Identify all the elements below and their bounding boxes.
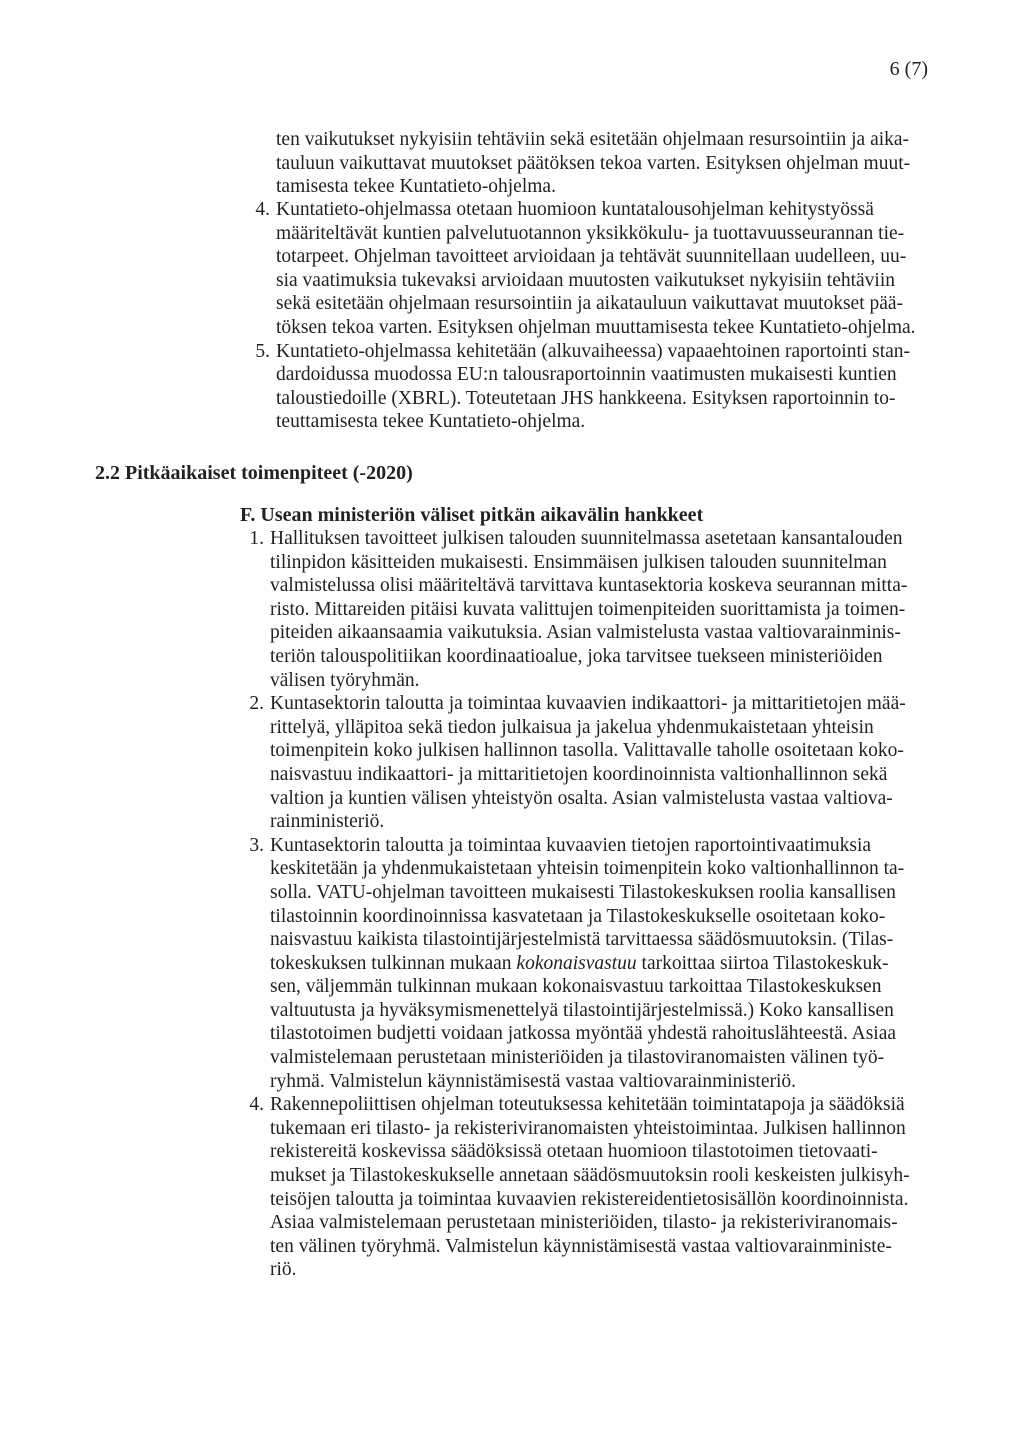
text-line: naisvastuu indikaattori- ja mittaritietojen koordinoinnista valtionhallinnon sekä (270, 763, 888, 785)
text-line: sia vaatimuksia tukevaksi arvioidaan muutosten vaikutukset nykyisiin tehtäviin (276, 269, 896, 291)
item-number: 3. (249, 834, 264, 856)
text-line: rainministeriö. (270, 811, 385, 833)
text-line: sen, väljemmän tulkinnan mukaan kokonaisvastuu tarkoittaa Tilastokeskuksen (270, 976, 882, 998)
text-line: teriön talouspolitiikan koordinaatioalue, joka tarvitsee tuekseen ministeriöiden (270, 645, 883, 667)
text-line: tilastoinnin koordinoinnissa kasvatetaan ja Tilastokeskukselle osoitetaan koko- (270, 905, 886, 927)
text-line: taloustiedoille (XBRL). Toteutetaan JHS hankkeena. Esityksen raportoinnin to- (276, 387, 896, 409)
text-line: Kuntasektorin taloutta ja toimintaa kuvaavien indikaattori- ja mittaritietojen mää- (270, 693, 906, 715)
text-line: välisen työryhmän. (270, 669, 420, 691)
text-line: tilinpidon käsitteiden mukaisesti. Ensimmäisen julkisen talouden suunnitelman (270, 551, 887, 573)
text-line: määriteltävät kuntien palvelutuotannon yksikkökulu- ja tuottavuusseurannan tie- (276, 222, 905, 244)
text-line: tukemaan eri tilasto- ja rekisteriviranomaisten yhteistoimintaa. Julkisen hallinnon (270, 1117, 906, 1139)
text-line: Kuntatieto-ohjelmassa otetaan huomioon kuntatalousohjelman kehitystyössä (276, 199, 874, 220)
text-line: teisöjen taloutta ja toimintaa kuvaavien rekistereidentietosisällön koordinoinnista. (270, 1188, 909, 1210)
text-line: valmistelussa olisi määriteltävä tarvittava kuntasektoria koskeva seurannan mitta- (270, 575, 908, 597)
subsection-heading: F. Usean ministeriön väliset pitkän aikavälin hankkeet (240, 504, 704, 526)
list-item (255, 340, 956, 434)
page-number: 6 (7) (889, 58, 928, 80)
text-line: dardoidussa muodossa EU:n talousraportoinnin vaatimusten mukaisesti kuntien (276, 364, 897, 386)
list-item (249, 834, 956, 1094)
text-line: ten vaikutukset nykyisiin tehtäviin sekä esitetään ohjelmaan resursointiin ja aika- (276, 129, 910, 150)
text-line: tauluun vaikuttavat muutokset päätöksen tekoa varten. Esityksen ohjelman muut- (276, 152, 911, 174)
text-fragment: tokeskuksen tulkinnan mukaan (270, 952, 517, 974)
section1-list (255, 198, 956, 434)
item-number: 2. (249, 693, 264, 715)
text-line: töksen tekoa varten. Esityksen ohjelman muuttamisesta tekee Kuntatieto-ohjelma. (276, 316, 916, 338)
text-line: ryhmä. Valmistelun käynnistämisestä vastaa valtiovarainministeriö. (270, 1070, 797, 1092)
text-line: piteiden aikaansaamia vaikutuksia. Asian valmistelusta vastaa valtiovarainminis- (270, 622, 901, 644)
text-line: risto. Mittareiden pitäisi kuvata valittujen toimenpiteiden suorittamista ja toimen- (270, 598, 906, 620)
list-item (249, 1093, 956, 1282)
text-line: Kuntatieto-ohjelmassa kehitetään (alkuvaiheessa) vapaaehtoinen raportointi stan- (276, 340, 911, 362)
text-line: toimenpitein koko julkisen hallinnon tasolla. Valittavalle taholle osoitetaan koko- (270, 740, 904, 762)
list-item (249, 692, 956, 834)
item-number: 1. (249, 528, 264, 549)
list-item (255, 198, 956, 340)
intro-paragraph (276, 128, 956, 199)
text-line: rittelyä, ylläpitoa sekä tiedon julkaisua ja jakelua yhdenmukaistetaan yhteisin (270, 716, 874, 738)
text-line: valtuutusta ja hyväksymismenettelyä tilastointijärjestelmissä.) Koko kansallisen (270, 999, 894, 1021)
text-line: totarpeet. Ohjelman tavoitteet arvioidaan ja tehtävät suunnitellaan uudelleen, uu- (276, 246, 907, 268)
item-number: 5. (255, 340, 270, 362)
text-line: Rakennepoliittisen ohjelman toteutuksessa kehitetään toimintatapoja ja säädöksiä (270, 1094, 905, 1116)
section2-list (249, 527, 956, 1282)
text-line: tamisesta tekee Kuntatieto-ohjelma. (276, 176, 556, 198)
text-line: solla. VATU-ohjelman tavoitteen mukaisesti Tilastokeskuksen roolia kansallisen (270, 881, 896, 903)
text-line: tilastotoimen budjetti voidaan jatkossa myöntää yhdestä rahoituslähteestä. Asiaa (270, 1023, 897, 1045)
text-line-with-emphasis (270, 952, 956, 976)
text-line: riö. (270, 1259, 297, 1281)
text-line: teuttamisesta tekee Kuntatieto-ohjelma. (276, 411, 586, 433)
emphasized-term: kokonaisvastuu (516, 952, 637, 974)
text-line: Asiaa valmistelemaan perustetaan ministeriöiden, tilasto- ja rekisteriviranomais- (270, 1212, 898, 1234)
text-line: valtion ja kuntien välisen yhteistyön osalta. Asian valmistelusta vastaa valtiova- (270, 787, 893, 809)
text-line: valmistelemaan perustetaan ministeriöiden ja tilastoviranomaisten välinen työ- (270, 1047, 885, 1069)
item-number: 4. (249, 1094, 264, 1116)
text-line: Kuntasektorin taloutta ja toimintaa kuvaavien tietojen raportointivaatimuksia (270, 834, 872, 856)
text-fragment: tarkoittaa siirtoa Tilastokeskuk- (636, 952, 889, 974)
text-line: keskitetään ja yhdenmukaistetaan yhteisin toimenpitein koko valtionhallinnon ta- (270, 858, 905, 880)
text-line: mukset ja Tilastokeskukselle annetaan säädösmuutoksin rooli keskeisten julkisyh- (270, 1165, 910, 1187)
text-line: ten välinen työryhmä. Valmistelun käynnistämisestä vastaa valtiovarainministe- (270, 1235, 892, 1257)
text-line: naisvastuu kaikista tilastointijärjestelmistä tarvittaessa säädösmuutoksin. (Tilas- (270, 929, 894, 951)
item-number: 4. (255, 199, 270, 220)
list-item (249, 527, 956, 692)
section-heading: 2.2 Pitkäaikaiset toimenpiteet (-2020) (95, 462, 413, 484)
text-line: Hallituksen tavoitteet julkisen talouden suunnitelmassa asetetaan kansantalouden (270, 528, 903, 549)
text-line: sekä esitetään ohjelmaan resursointiin ja aikatauluun vaikuttavat muutokset pää- (276, 293, 904, 315)
text-line: rekistereitä koskevissa säädöksissä otetaan huomioon tilastotoimen tietovaati- (270, 1141, 878, 1163)
